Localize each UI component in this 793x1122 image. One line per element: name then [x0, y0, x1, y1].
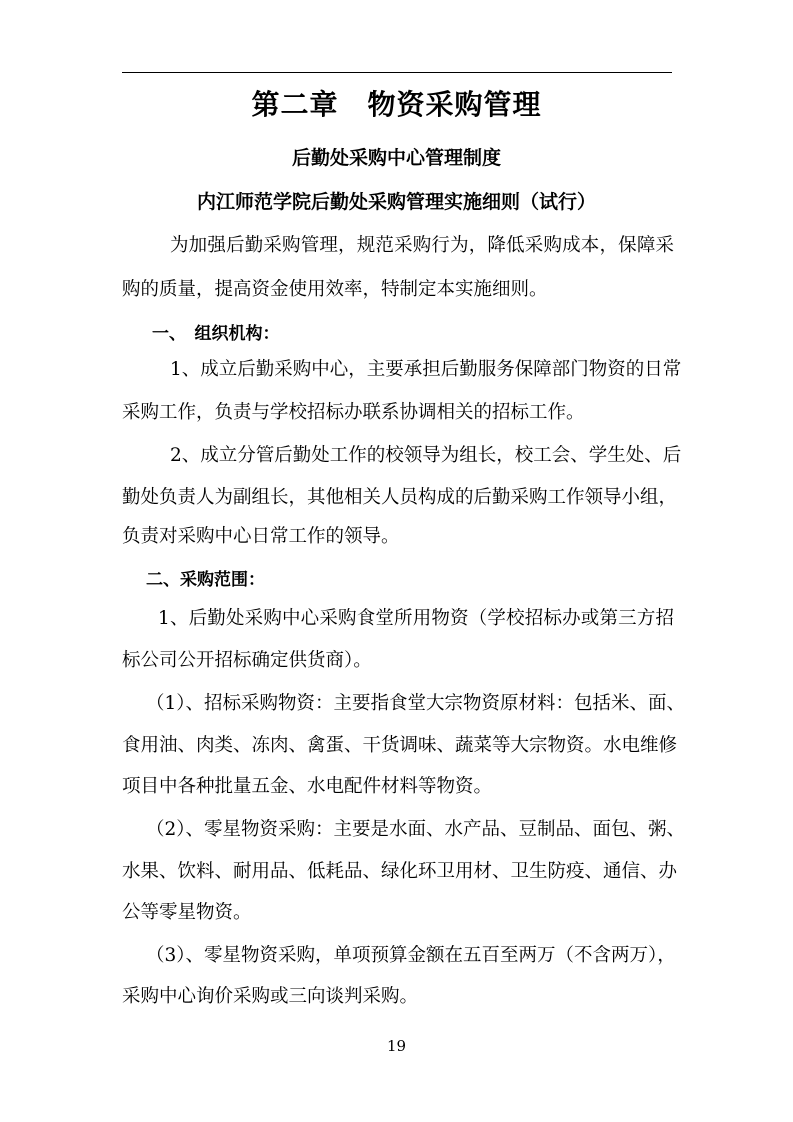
- scope-sub-1-line-3: 项目中各种批量五金、水电配件材料等物资。: [122, 776, 493, 797]
- scope-item-1-line-1: 1、后勤处采购中心采购食堂所用物资（学校招标办或第三方招: [158, 608, 674, 629]
- scope-sub-2-line-3: 公等零星物资。: [122, 902, 252, 923]
- org-item-2-line-3: 负责对采购中心日常工作的领导。: [122, 526, 400, 547]
- intro-line-2: 购的质量，提高资金使用效率，特制定本实施细则。: [122, 279, 548, 300]
- org-item-2-line-1: 2、成立分管后勤处工作的校领导为组长，校工会、学生处、后: [170, 445, 682, 466]
- scope-sub-2-line-2: 水果、饮料、耐用品、低耗品、绿化环卫用材、卫生防疫、通信、办: [122, 861, 678, 882]
- scope-item-1-line-2: 标公司公开招标确定供货商）。: [122, 650, 372, 671]
- scope-sub-1-line-2: 食用油、肉类、冻肉、禽蛋、干货调味、蔬菜等大宗物资。水电维修: [122, 735, 678, 756]
- intro-line-1: 为加强后勤采购管理，规范采购行为，降低采购成本，保障采: [170, 235, 674, 256]
- header-rule: [122, 72, 672, 73]
- scope-sub-3-line-2: 采购中心询价采购或三向谈判采购。: [122, 986, 419, 1007]
- scope-sub-1-line-1: （1）、招标采购物资：主要指食堂大宗物资原材料：包括米、面、: [146, 693, 686, 714]
- org-item-1-line-2: 采购工作，负责与学校招标办联系协调相关的招标工作。: [122, 402, 585, 423]
- org-item-2-line-2: 勤处负责人为副组长，其他相关人员构成的后勤采购工作领导小组，: [122, 487, 678, 508]
- subtitle-management-system: 后勤处采购中心管理制度: [291, 147, 501, 169]
- page-number: 19: [386, 1037, 407, 1055]
- chapter-title: 第二章 物资采购管理: [251, 88, 542, 121]
- org-item-1-line-1: 1、成立后勤采购中心，主要承担后勤服务保障部门物资的日常: [170, 359, 682, 380]
- section-heading-procurement-scope: 二、采购范围：: [146, 570, 265, 590]
- section-heading-organization: 一、 组织机构：: [152, 324, 280, 344]
- scope-sub-3-line-1: （3）、零星物资采购，单项预算金额在五百至两万（不含两万），: [146, 945, 676, 966]
- scope-sub-2-line-1: （2）、零星物资采购：主要是水面、水产品、豆制品、面包、粥、: [146, 819, 686, 840]
- subtitle-implementation-rules: 内江师范学院后勤处采购管理实施细则（试行）: [196, 191, 596, 213]
